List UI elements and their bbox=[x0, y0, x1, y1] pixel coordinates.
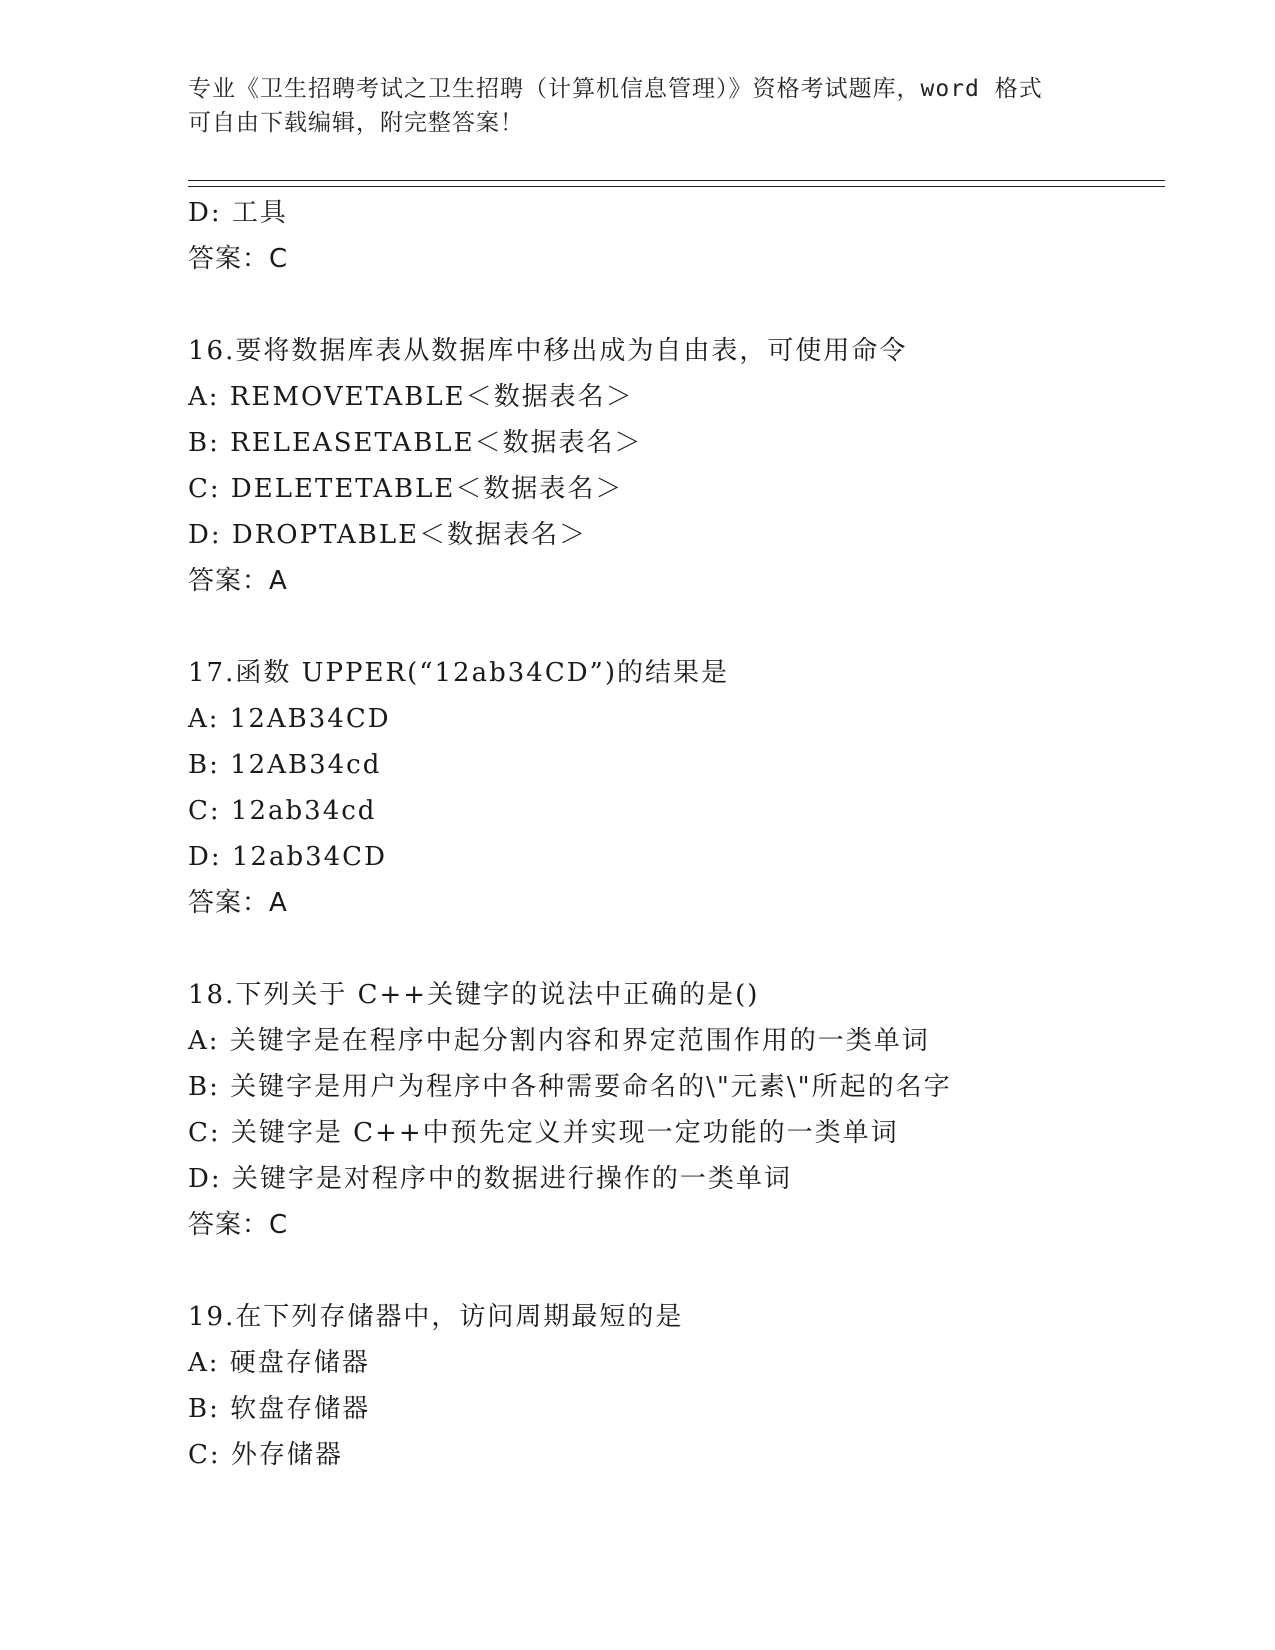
option-d: D: 工具 bbox=[188, 198, 288, 228]
option-c: C: 关键字是 C++中预先定义并实现一定功能的一类单词 bbox=[188, 1118, 899, 1148]
option-a: A: REMOVETABLE＜数据表名＞ bbox=[188, 382, 634, 412]
answer: 答案：C bbox=[188, 244, 289, 274]
option-d: D: 12ab34CD bbox=[188, 842, 387, 872]
header-line-2: 可自由下载编辑，附完整答案！ bbox=[188, 110, 524, 136]
spacer bbox=[188, 282, 1188, 328]
answer: 答案：A bbox=[188, 566, 288, 596]
option-c: C: DELETETABLE＜数据表名＞ bbox=[188, 474, 624, 504]
option-c: C: 外存储器 bbox=[188, 1440, 343, 1470]
option-b: B: 12AB34cd bbox=[188, 750, 382, 780]
answer: 答案：A bbox=[188, 888, 288, 918]
question-17 bbox=[188, 650, 1188, 926]
option-a: A: 关键字是在程序中起分割内容和界定范围作用的一类单词 bbox=[188, 1026, 930, 1056]
spacer bbox=[188, 926, 1188, 972]
question-stem: 19.在下列存储器中，访问周期最短的是 bbox=[188, 1302, 684, 1332]
spacer bbox=[188, 1248, 1188, 1294]
question-list bbox=[188, 190, 1188, 1478]
header-divider-bottom bbox=[188, 186, 1165, 187]
option-c: C: 12ab34cd bbox=[188, 796, 377, 826]
header-line-1: 专业《卫生招聘考试之卫生招聘（计算机信息管理）》资格考试题库，word 格式 bbox=[188, 76, 1043, 102]
spacer bbox=[188, 604, 1188, 650]
document-header bbox=[188, 72, 1088, 140]
question-stem: 17.函数 UPPER(“12ab34CD”)的结果是 bbox=[188, 658, 729, 688]
option-a: A: 硬盘存储器 bbox=[188, 1348, 370, 1378]
question-16 bbox=[188, 328, 1188, 604]
option-b: B: 软盘存储器 bbox=[188, 1394, 371, 1424]
header-divider-top bbox=[188, 180, 1165, 181]
question-18 bbox=[188, 972, 1188, 1248]
option-b: B: 关键字是用户为程序中各种需要命名的\"元素\"所起的名字 bbox=[188, 1072, 952, 1102]
question-stem: 16.要将数据库表从数据库中移出成为自由表，可使用命令 bbox=[188, 336, 908, 366]
option-a: A: 12AB34CD bbox=[188, 704, 391, 734]
option-d: D: DROPTABLE＜数据表名＞ bbox=[188, 520, 588, 550]
answer: 答案：C bbox=[188, 1210, 289, 1240]
question-stem: 18.下列关于 C++关键字的说法中正确的是() bbox=[188, 980, 760, 1010]
option-b: B: RELEASETABLE＜数据表名＞ bbox=[188, 428, 643, 458]
option-d: D: 关键字是对程序中的数据进行操作的一类单词 bbox=[188, 1164, 792, 1194]
question-19 bbox=[188, 1294, 1188, 1478]
